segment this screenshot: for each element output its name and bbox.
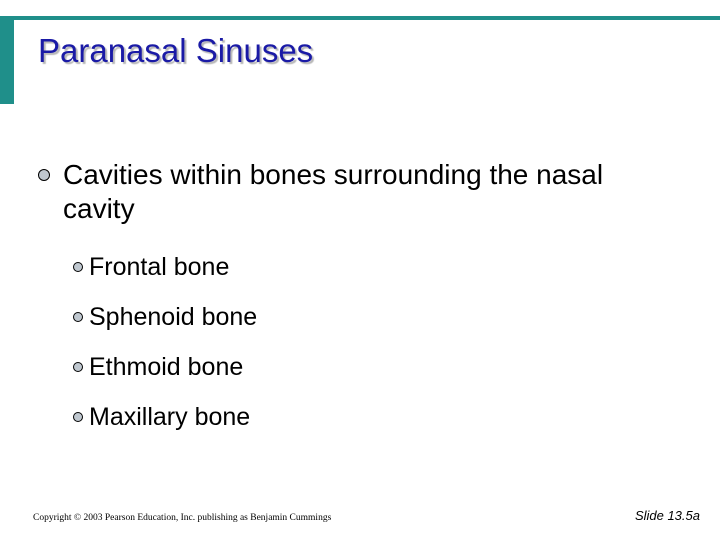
sub-bullet-sphenoid: [73, 302, 257, 332]
sub-bullet-text: Frontal bone: [89, 253, 230, 281]
bullet-icon: [73, 312, 83, 322]
bullet-icon: [73, 262, 83, 272]
main-bullet-text: Cavities within bones surrounding the nasal cavity: [63, 159, 604, 224]
sub-bullet-text: Ethmoid bone: [89, 353, 244, 381]
sub-bullet-text: Maxillary bone: [89, 403, 251, 431]
accent-bar-left: [0, 16, 14, 104]
sub-bullet-maxillary: [73, 402, 250, 432]
copyright-notice: Copyright © 2003 Pearson Education, Inc. publishing as Benjamin Cummings: [33, 513, 332, 523]
main-bullet: [38, 158, 658, 226]
sub-bullet-ethmoid: [73, 352, 243, 382]
slide-number: Slide 13.5a: [634, 508, 700, 523]
sub-bullet-frontal: [73, 252, 229, 282]
bullet-icon: [73, 362, 83, 372]
slide-title: Paranasal Sinuses: [38, 32, 314, 69]
bullet-icon: [38, 169, 50, 181]
bullet-icon: [73, 412, 83, 422]
sub-bullet-text: Sphenoid bone: [89, 303, 258, 331]
accent-bar-top: [0, 16, 720, 20]
